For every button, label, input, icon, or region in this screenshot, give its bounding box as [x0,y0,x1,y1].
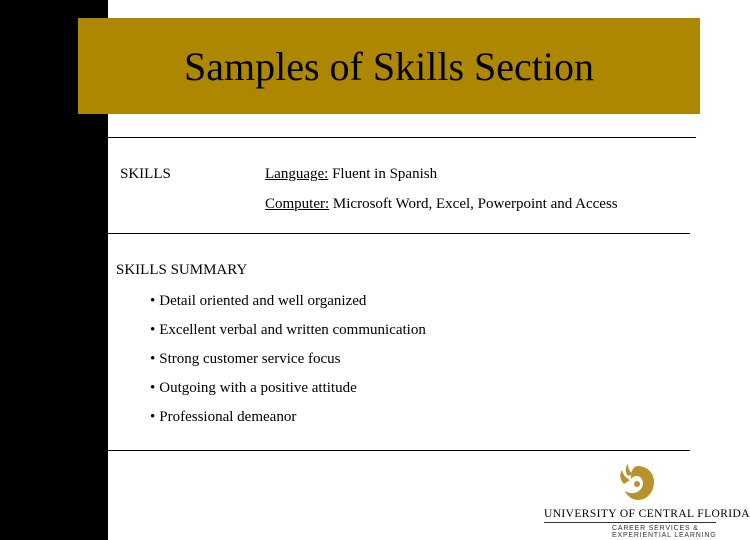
list-item [150,321,426,350]
list-item-text: Outgoing with a positive attitude [159,380,357,396]
ucf-logo [540,462,750,539]
bullet-icon: • [150,380,156,396]
skills-summary-list [150,292,426,437]
list-item [150,292,426,321]
language-label: Language: [265,166,329,182]
computer-value: Microsoft Word, Excel, Powerpoint and Access [329,196,618,212]
list-item [150,379,426,408]
bullet-icon: • [150,322,156,338]
department-name [612,525,716,539]
divider-bottom [108,450,690,451]
department-line-1: CAREER SERVICES & [612,525,699,532]
skills-heading: SKILLS [120,166,171,182]
list-item-text: Detail oriented and well organized [159,293,367,309]
university-name: UNIVERSITY OF CENTRAL FLORIDA [544,508,750,520]
list-item-text: Professional demeanor [159,409,297,425]
bullet-icon: • [150,293,156,309]
language-line [265,166,437,183]
pegasus-icon [616,462,660,506]
title-banner [78,18,700,114]
divider-top [108,137,696,138]
divider-middle [108,233,690,234]
computer-line [265,196,618,213]
language-value: Fluent in Spanish [328,166,438,182]
department-line-2: EXPERIENTIAL LEARNING [612,532,717,539]
list-item [150,408,426,437]
list-item-text: Excellent verbal and written communication [159,322,426,338]
bullet-icon: • [150,409,156,425]
slide-title: Samples of Skills Section [184,43,594,89]
list-item [150,350,426,379]
bullet-icon: • [150,351,156,367]
computer-label: Computer: [265,196,330,212]
list-item-text: Strong customer service focus [159,351,341,367]
skills-summary-heading: SKILLS SUMMARY [116,262,248,278]
